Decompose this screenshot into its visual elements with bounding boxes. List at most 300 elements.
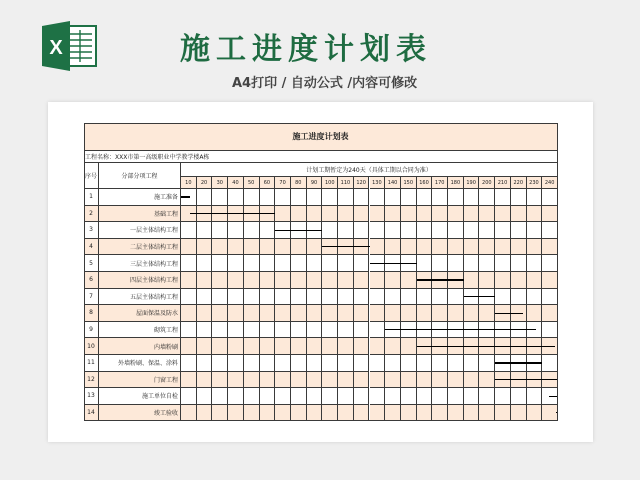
- schedule-cell[interactable]: [291, 272, 307, 289]
- schedule-cell[interactable]: [228, 289, 244, 306]
- schedule-cell[interactable]: [354, 222, 370, 239]
- schedule-cell[interactable]: [322, 305, 338, 322]
- schedule-cell[interactable]: [322, 388, 338, 405]
- schedule-cell[interactable]: [307, 305, 323, 322]
- row-item-name[interactable]: 砌筑工程: [99, 322, 181, 339]
- schedule-cell[interactable]: [307, 255, 323, 272]
- schedule-cell[interactable]: [228, 388, 244, 405]
- schedule-cell[interactable]: [260, 272, 276, 289]
- schedule-cell[interactable]: [479, 222, 495, 239]
- schedule-cell[interactable]: [385, 222, 401, 239]
- schedule-cell[interactable]: [542, 189, 558, 206]
- schedule-cell[interactable]: [338, 322, 354, 339]
- schedule-cell[interactable]: [322, 222, 338, 239]
- schedule-cell[interactable]: [228, 239, 244, 256]
- schedule-cell[interactable]: [212, 322, 228, 339]
- schedule-cell[interactable]: [307, 338, 323, 355]
- schedule-cell[interactable]: [212, 255, 228, 272]
- schedule-cell[interactable]: [370, 372, 386, 389]
- schedule-cell[interactable]: [181, 272, 197, 289]
- schedule-cell[interactable]: [197, 189, 213, 206]
- schedule-cell[interactable]: [542, 206, 558, 223]
- schedule-cell[interactable]: [307, 372, 323, 389]
- schedule-cell[interactable]: [432, 305, 448, 322]
- schedule-cell[interactable]: [511, 189, 527, 206]
- schedule-cell[interactable]: [385, 388, 401, 405]
- schedule-cell[interactable]: [464, 189, 480, 206]
- row-item-name[interactable]: 内墙粉刷: [99, 338, 181, 355]
- schedule-cell[interactable]: [181, 239, 197, 256]
- schedule-cell[interactable]: [322, 338, 338, 355]
- schedule-cell[interactable]: [260, 222, 276, 239]
- schedule-cell[interactable]: [370, 405, 386, 422]
- schedule-cell[interactable]: [181, 372, 197, 389]
- schedule-cell[interactable]: [448, 388, 464, 405]
- gantt-bar: [556, 412, 558, 413]
- schedule-cell[interactable]: [511, 272, 527, 289]
- schedule-cell[interactable]: [212, 372, 228, 389]
- schedule-cell[interactable]: [495, 272, 511, 289]
- schedule-cell[interactable]: [212, 239, 228, 256]
- schedule-cell[interactable]: [354, 338, 370, 355]
- row-item-name[interactable]: 四层主体结构工程: [99, 272, 181, 289]
- schedule-cell[interactable]: [212, 189, 228, 206]
- schedule-cell[interactable]: [275, 322, 291, 339]
- schedule-cell[interactable]: [385, 338, 401, 355]
- schedule-cell[interactable]: [291, 305, 307, 322]
- schedule-cell[interactable]: [401, 305, 417, 322]
- schedule-cell[interactable]: [417, 405, 433, 422]
- schedule-cell[interactable]: [432, 388, 448, 405]
- schedule-cell[interactable]: [307, 239, 323, 256]
- schedule-cell[interactable]: [260, 189, 276, 206]
- schedule-cell[interactable]: [354, 355, 370, 372]
- schedule-cell[interactable]: [448, 289, 464, 306]
- schedule-cell[interactable]: [275, 388, 291, 405]
- schedule-cell[interactable]: [401, 272, 417, 289]
- schedule-cell[interactable]: [448, 239, 464, 256]
- schedule-cell[interactable]: [338, 355, 354, 372]
- schedule-cell[interactable]: [511, 222, 527, 239]
- schedule-cell[interactable]: [275, 355, 291, 372]
- schedule-cell[interactable]: [244, 372, 260, 389]
- schedule-cell[interactable]: [370, 322, 386, 339]
- schedule-cell[interactable]: [385, 289, 401, 306]
- schedule-cell[interactable]: [228, 372, 244, 389]
- schedule-cell[interactable]: [527, 206, 543, 223]
- schedule-cell[interactable]: [464, 388, 480, 405]
- schedule-cell[interactable]: [260, 322, 276, 339]
- schedule-cell[interactable]: [307, 206, 323, 223]
- schedule-cell[interactable]: [244, 255, 260, 272]
- schedule-cell[interactable]: [307, 388, 323, 405]
- schedule-cell[interactable]: [244, 239, 260, 256]
- schedule-cell[interactable]: [479, 189, 495, 206]
- schedule-cell[interactable]: [181, 388, 197, 405]
- schedule-cell[interactable]: [291, 189, 307, 206]
- schedule-cell[interactable]: [338, 405, 354, 422]
- schedule-cell[interactable]: [385, 239, 401, 256]
- schedule-cell[interactable]: [479, 206, 495, 223]
- schedule-cell[interactable]: [495, 206, 511, 223]
- schedule-cell[interactable]: [197, 272, 213, 289]
- schedule-cell[interactable]: [527, 405, 543, 422]
- schedule-cell[interactable]: [448, 355, 464, 372]
- row-item-name[interactable]: 施工单位自检: [99, 388, 181, 405]
- schedule-cell[interactable]: [527, 305, 543, 322]
- schedule-cell[interactable]: [197, 388, 213, 405]
- schedule-cell[interactable]: [275, 372, 291, 389]
- schedule-cell[interactable]: [511, 239, 527, 256]
- schedule-cell[interactable]: [479, 372, 495, 389]
- schedule-cell[interactable]: [401, 289, 417, 306]
- schedule-cell[interactable]: [291, 289, 307, 306]
- schedule-cell[interactable]: [244, 322, 260, 339]
- schedule-cell[interactable]: [338, 189, 354, 206]
- schedule-cell[interactable]: [511, 206, 527, 223]
- schedule-cell[interactable]: [275, 189, 291, 206]
- schedule-cell[interactable]: [448, 255, 464, 272]
- schedule-cell[interactable]: [401, 372, 417, 389]
- schedule-cell[interactable]: [291, 338, 307, 355]
- schedule-cell[interactable]: [495, 189, 511, 206]
- schedule-cell[interactable]: [354, 206, 370, 223]
- schedule-cell[interactable]: [197, 405, 213, 422]
- schedule-cell[interactable]: [464, 222, 480, 239]
- schedule-cell[interactable]: [354, 255, 370, 272]
- schedule-cell[interactable]: [417, 206, 433, 223]
- schedule-cell[interactable]: [464, 239, 480, 256]
- schedule-cell[interactable]: [338, 272, 354, 289]
- schedule-cell[interactable]: [527, 189, 543, 206]
- schedule-cell[interactable]: [322, 255, 338, 272]
- schedule-cell[interactable]: [197, 289, 213, 306]
- schedule-cell[interactable]: [291, 388, 307, 405]
- schedule-cell[interactable]: [244, 405, 260, 422]
- schedule-cell[interactable]: [197, 305, 213, 322]
- schedule-cell[interactable]: [370, 289, 386, 306]
- schedule-cell[interactable]: [228, 305, 244, 322]
- schedule-cell[interactable]: [338, 222, 354, 239]
- schedule-cell[interactable]: [338, 388, 354, 405]
- row-item-name[interactable]: 门窗工程: [99, 372, 181, 389]
- schedule-cell[interactable]: [511, 388, 527, 405]
- schedule-cell[interactable]: [527, 289, 543, 306]
- schedule-cell[interactable]: [511, 255, 527, 272]
- schedule-cell[interactable]: [244, 189, 260, 206]
- schedule-cell[interactable]: [338, 289, 354, 306]
- schedule-cell[interactable]: [542, 322, 558, 339]
- schedule-cell[interactable]: [432, 255, 448, 272]
- schedule-cell[interactable]: [370, 355, 386, 372]
- schedule-cell[interactable]: [275, 305, 291, 322]
- schedule-cell[interactable]: [307, 289, 323, 306]
- schedule-cell[interactable]: [291, 239, 307, 256]
- schedule-cell[interactable]: [181, 338, 197, 355]
- schedule-cell[interactable]: [495, 405, 511, 422]
- schedule-cell[interactable]: [432, 355, 448, 372]
- schedule-cell[interactable]: [212, 338, 228, 355]
- schedule-cell[interactable]: [181, 305, 197, 322]
- schedule-cell[interactable]: [181, 222, 197, 239]
- schedule-cell[interactable]: [370, 305, 386, 322]
- schedule-cell[interactable]: [370, 272, 386, 289]
- schedule-cell[interactable]: [479, 255, 495, 272]
- schedule-cell[interactable]: [307, 355, 323, 372]
- schedule-cell[interactable]: [417, 305, 433, 322]
- schedule-cell[interactable]: [275, 206, 291, 223]
- schedule-cell[interactable]: [401, 206, 417, 223]
- schedule-cell[interactable]: [479, 405, 495, 422]
- schedule-cell[interactable]: [464, 272, 480, 289]
- schedule-cell[interactable]: [385, 355, 401, 372]
- schedule-cell[interactable]: [260, 355, 276, 372]
- schedule-cell[interactable]: [212, 355, 228, 372]
- schedule-cell[interactable]: [322, 355, 338, 372]
- schedule-cell[interactable]: [228, 272, 244, 289]
- schedule-cell[interactable]: [417, 189, 433, 206]
- schedule-cell[interactable]: [417, 239, 433, 256]
- schedule-cell[interactable]: [212, 388, 228, 405]
- schedule-cell[interactable]: [275, 405, 291, 422]
- schedule-cell[interactable]: [228, 322, 244, 339]
- schedule-cell[interactable]: [479, 272, 495, 289]
- schedule-cell[interactable]: [385, 372, 401, 389]
- schedule-cell[interactable]: [448, 305, 464, 322]
- row-item-name[interactable]: 屋面保温及防水: [99, 305, 181, 322]
- schedule-cell[interactable]: [417, 222, 433, 239]
- schedule-cell[interactable]: [370, 388, 386, 405]
- schedule-cell[interactable]: [401, 189, 417, 206]
- schedule-cell[interactable]: [479, 305, 495, 322]
- schedule-cell[interactable]: [401, 355, 417, 372]
- schedule-cell[interactable]: [401, 405, 417, 422]
- schedule-cell[interactable]: [275, 272, 291, 289]
- schedule-cell[interactable]: [464, 372, 480, 389]
- schedule-cell[interactable]: [479, 355, 495, 372]
- schedule-cell[interactable]: [338, 206, 354, 223]
- schedule-cell[interactable]: [464, 405, 480, 422]
- schedule-cell[interactable]: [338, 255, 354, 272]
- schedule-cell[interactable]: [260, 372, 276, 389]
- schedule-cell[interactable]: [417, 372, 433, 389]
- schedule-cell[interactable]: [542, 272, 558, 289]
- schedule-cell[interactable]: [275, 338, 291, 355]
- schedule-cell[interactable]: [275, 239, 291, 256]
- schedule-cell[interactable]: [511, 405, 527, 422]
- schedule-cell[interactable]: [527, 388, 543, 405]
- schedule-cell[interactable]: [479, 388, 495, 405]
- schedule-cell[interactable]: [401, 338, 417, 355]
- schedule-cell[interactable]: [495, 222, 511, 239]
- row-item-name[interactable]: 三层主体结构工程: [99, 255, 181, 272]
- schedule-cell[interactable]: [354, 322, 370, 339]
- schedule-cell[interactable]: [181, 289, 197, 306]
- schedule-cell[interactable]: [417, 388, 433, 405]
- schedule-cell[interactable]: [354, 405, 370, 422]
- schedule-cell[interactable]: [244, 388, 260, 405]
- schedule-cell[interactable]: [228, 405, 244, 422]
- schedule-cell[interactable]: [322, 322, 338, 339]
- schedule-cell[interactable]: [260, 305, 276, 322]
- schedule-cell[interactable]: [370, 206, 386, 223]
- schedule-cell[interactable]: [338, 305, 354, 322]
- schedule-cell[interactable]: [370, 189, 386, 206]
- schedule-cell[interactable]: [307, 322, 323, 339]
- schedule-cell[interactable]: [432, 289, 448, 306]
- row-item-name[interactable]: 竣工验收: [99, 405, 181, 422]
- schedule-cell[interactable]: [260, 338, 276, 355]
- schedule-cell[interactable]: [228, 255, 244, 272]
- schedule-cell[interactable]: [322, 272, 338, 289]
- schedule-cell[interactable]: [291, 206, 307, 223]
- schedule-cell[interactable]: [181, 322, 197, 339]
- schedule-cell[interactable]: [354, 388, 370, 405]
- schedule-cell[interactable]: [322, 189, 338, 206]
- schedule-cell[interactable]: [228, 222, 244, 239]
- row-item-name[interactable]: 二层主体结构工程: [99, 239, 181, 256]
- row-item-name[interactable]: 外墙粉刷、保温、涂料: [99, 355, 181, 372]
- schedule-cell[interactable]: [322, 372, 338, 389]
- schedule-cell[interactable]: [401, 222, 417, 239]
- schedule-cell[interactable]: [197, 222, 213, 239]
- schedule-cell[interactable]: [448, 372, 464, 389]
- schedule-cell[interactable]: [307, 189, 323, 206]
- schedule-cell[interactable]: [385, 272, 401, 289]
- schedule-cell[interactable]: [495, 289, 511, 306]
- schedule-cell[interactable]: [212, 272, 228, 289]
- schedule-cell[interactable]: [542, 239, 558, 256]
- schedule-cell[interactable]: [464, 206, 480, 223]
- schedule-cell[interactable]: [385, 305, 401, 322]
- schedule-cell[interactable]: [401, 239, 417, 256]
- schedule-cell[interactable]: [417, 355, 433, 372]
- schedule-cell[interactable]: [432, 189, 448, 206]
- schedule-cell[interactable]: [260, 405, 276, 422]
- schedule-cell[interactable]: [181, 405, 197, 422]
- schedule-cell[interactable]: [244, 272, 260, 289]
- schedule-cell[interactable]: [228, 338, 244, 355]
- schedule-cell[interactable]: [432, 222, 448, 239]
- schedule-cell[interactable]: [260, 255, 276, 272]
- schedule-cell[interactable]: [448, 222, 464, 239]
- schedule-cell[interactable]: [542, 355, 558, 372]
- schedule-cell[interactable]: [527, 222, 543, 239]
- schedule-cell[interactable]: [417, 289, 433, 306]
- schedule-cell[interactable]: [338, 338, 354, 355]
- schedule-cell[interactable]: [354, 289, 370, 306]
- schedule-cell[interactable]: [322, 405, 338, 422]
- schedule-cell[interactable]: [464, 355, 480, 372]
- schedule-cell[interactable]: [275, 289, 291, 306]
- schedule-cell[interactable]: [197, 255, 213, 272]
- schedule-cell[interactable]: [197, 355, 213, 372]
- schedule-cell[interactable]: [212, 405, 228, 422]
- schedule-cell[interactable]: [542, 305, 558, 322]
- schedule-cell[interactable]: [322, 206, 338, 223]
- schedule-cell[interactable]: [244, 355, 260, 372]
- schedule-cell[interactable]: [464, 305, 480, 322]
- schedule-cell[interactable]: [197, 372, 213, 389]
- schedule-cell[interactable]: [354, 372, 370, 389]
- schedule-cell[interactable]: [479, 239, 495, 256]
- schedule-cell[interactable]: [291, 255, 307, 272]
- row-item-name[interactable]: 施工准备: [99, 189, 181, 206]
- row-item-name[interactable]: 五层主体结构工程: [99, 289, 181, 306]
- schedule-cell[interactable]: [370, 239, 386, 256]
- schedule-cell[interactable]: [244, 222, 260, 239]
- schedule-cell[interactable]: [527, 255, 543, 272]
- schedule-cell[interactable]: [495, 388, 511, 405]
- schedule-cell[interactable]: [370, 338, 386, 355]
- schedule-cell[interactable]: [448, 405, 464, 422]
- schedule-cell[interactable]: [432, 206, 448, 223]
- schedule-cell[interactable]: [181, 255, 197, 272]
- schedule-cell[interactable]: [542, 289, 558, 306]
- schedule-cell[interactable]: [291, 405, 307, 422]
- schedule-cell[interactable]: [527, 239, 543, 256]
- schedule-cell[interactable]: [448, 206, 464, 223]
- schedule-cell[interactable]: [354, 189, 370, 206]
- schedule-cell[interactable]: [260, 239, 276, 256]
- row-item-name[interactable]: 基础工程: [99, 206, 181, 223]
- schedule-cell[interactable]: [197, 338, 213, 355]
- schedule-cell[interactable]: [385, 206, 401, 223]
- schedule-cell[interactable]: [385, 189, 401, 206]
- schedule-cell[interactable]: [228, 355, 244, 372]
- schedule-cell[interactable]: [385, 405, 401, 422]
- schedule-cell[interactable]: [244, 305, 260, 322]
- schedule-cell[interactable]: [338, 372, 354, 389]
- schedule-cell[interactable]: [354, 272, 370, 289]
- schedule-cell[interactable]: [432, 405, 448, 422]
- schedule-cell[interactable]: [432, 372, 448, 389]
- schedule-cell[interactable]: [197, 239, 213, 256]
- schedule-cell[interactable]: [542, 255, 558, 272]
- schedule-cell[interactable]: [291, 355, 307, 372]
- schedule-cell[interactable]: [495, 255, 511, 272]
- schedule-cell[interactable]: [432, 239, 448, 256]
- schedule-cell[interactable]: [511, 289, 527, 306]
- schedule-cell[interactable]: [527, 272, 543, 289]
- schedule-cell[interactable]: [197, 322, 213, 339]
- schedule-cell[interactable]: [212, 305, 228, 322]
- schedule-cell[interactable]: [495, 239, 511, 256]
- schedule-cell[interactable]: [464, 255, 480, 272]
- schedule-cell[interactable]: [417, 255, 433, 272]
- schedule-cell[interactable]: [228, 189, 244, 206]
- schedule-cell[interactable]: [244, 338, 260, 355]
- schedule-cell[interactable]: [542, 222, 558, 239]
- schedule-cell[interactable]: [181, 355, 197, 372]
- schedule-cell[interactable]: [307, 405, 323, 422]
- schedule-cell[interactable]: [307, 272, 323, 289]
- schedule-cell[interactable]: [370, 222, 386, 239]
- schedule-cell[interactable]: [212, 289, 228, 306]
- schedule-cell[interactable]: [275, 255, 291, 272]
- row-item-name[interactable]: 一层主体结构工程: [99, 222, 181, 239]
- schedule-cell[interactable]: [448, 189, 464, 206]
- schedule-cell[interactable]: [291, 322, 307, 339]
- schedule-cell[interactable]: [260, 388, 276, 405]
- schedule-cell[interactable]: [322, 289, 338, 306]
- schedule-cell[interactable]: [291, 372, 307, 389]
- schedule-cell[interactable]: [260, 289, 276, 306]
- schedule-cell[interactable]: [212, 222, 228, 239]
- schedule-cell[interactable]: [244, 289, 260, 306]
- schedule-cell[interactable]: [354, 305, 370, 322]
- schedule-cell[interactable]: [401, 388, 417, 405]
